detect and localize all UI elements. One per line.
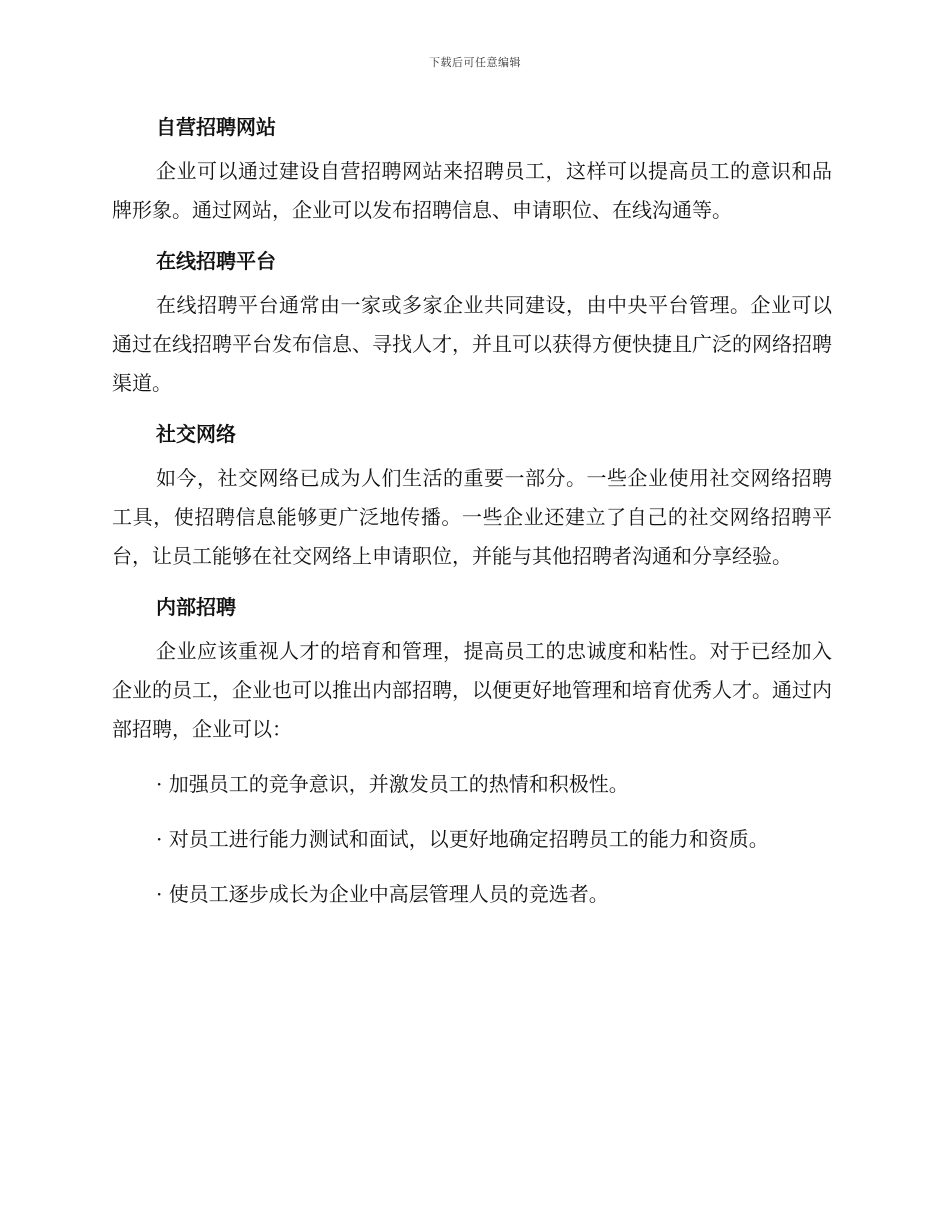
section-heading: 自营招聘网站 xyxy=(156,115,276,139)
document-body xyxy=(112,112,832,930)
section-self-operated-site xyxy=(112,112,832,230)
page-header: 下载后可任意编辑 xyxy=(429,56,521,69)
section-online-platform xyxy=(112,246,832,403)
section-heading: 社交网络 xyxy=(156,422,236,446)
section-paragraph: 如今，社交网络已成为人们生活的重要一部分。一些企业使用社交网络招聘工具，使招聘信息能够更广泛地传播。一些企业还建立了自己的社交网络招聘平台，让员工能够在社交网络上申请职位，并能与其他招聘者沟通和分享经验。 xyxy=(112,466,832,568)
section-internal-recruitment xyxy=(112,592,832,914)
section-paragraph: 企业应该重视人才的培育和管理，提高员工的忠诚度和粘性。对于已经加入企业的员工，企业也可以推出内部招聘，以便更好地管理和培育优秀人才。通过内部招聘，企业可以： xyxy=(112,639,832,741)
list-item: · 使员工逐步成长为企业中高层管理人员的竞选者。 xyxy=(156,882,609,906)
list-item: · 对员工进行能力测试和面试，以更好地确定招聘员工的能力和资质。 xyxy=(156,827,769,851)
section-paragraph: 企业可以通过建设自营招聘网站来招聘员工，这样可以提高员工的意识和品牌形象。通过网站，企业可以发布招聘信息、申请职位、在线沟通等。 xyxy=(112,159,832,222)
section-heading: 在线招聘平台 xyxy=(156,249,276,273)
list-item: · 加强员工的竞争意识，并激发员工的热情和积极性。 xyxy=(156,772,629,796)
section-heading: 内部招聘 xyxy=(156,595,236,619)
section-paragraph: 在线招聘平台通常由一家或多家企业共同建设，由中央平台管理。企业可以通过在线招聘平台发布信息、寻找人才，并且可以获得方便快捷且广泛的网络招聘渠道。 xyxy=(112,293,832,395)
section-social-network xyxy=(112,419,832,576)
